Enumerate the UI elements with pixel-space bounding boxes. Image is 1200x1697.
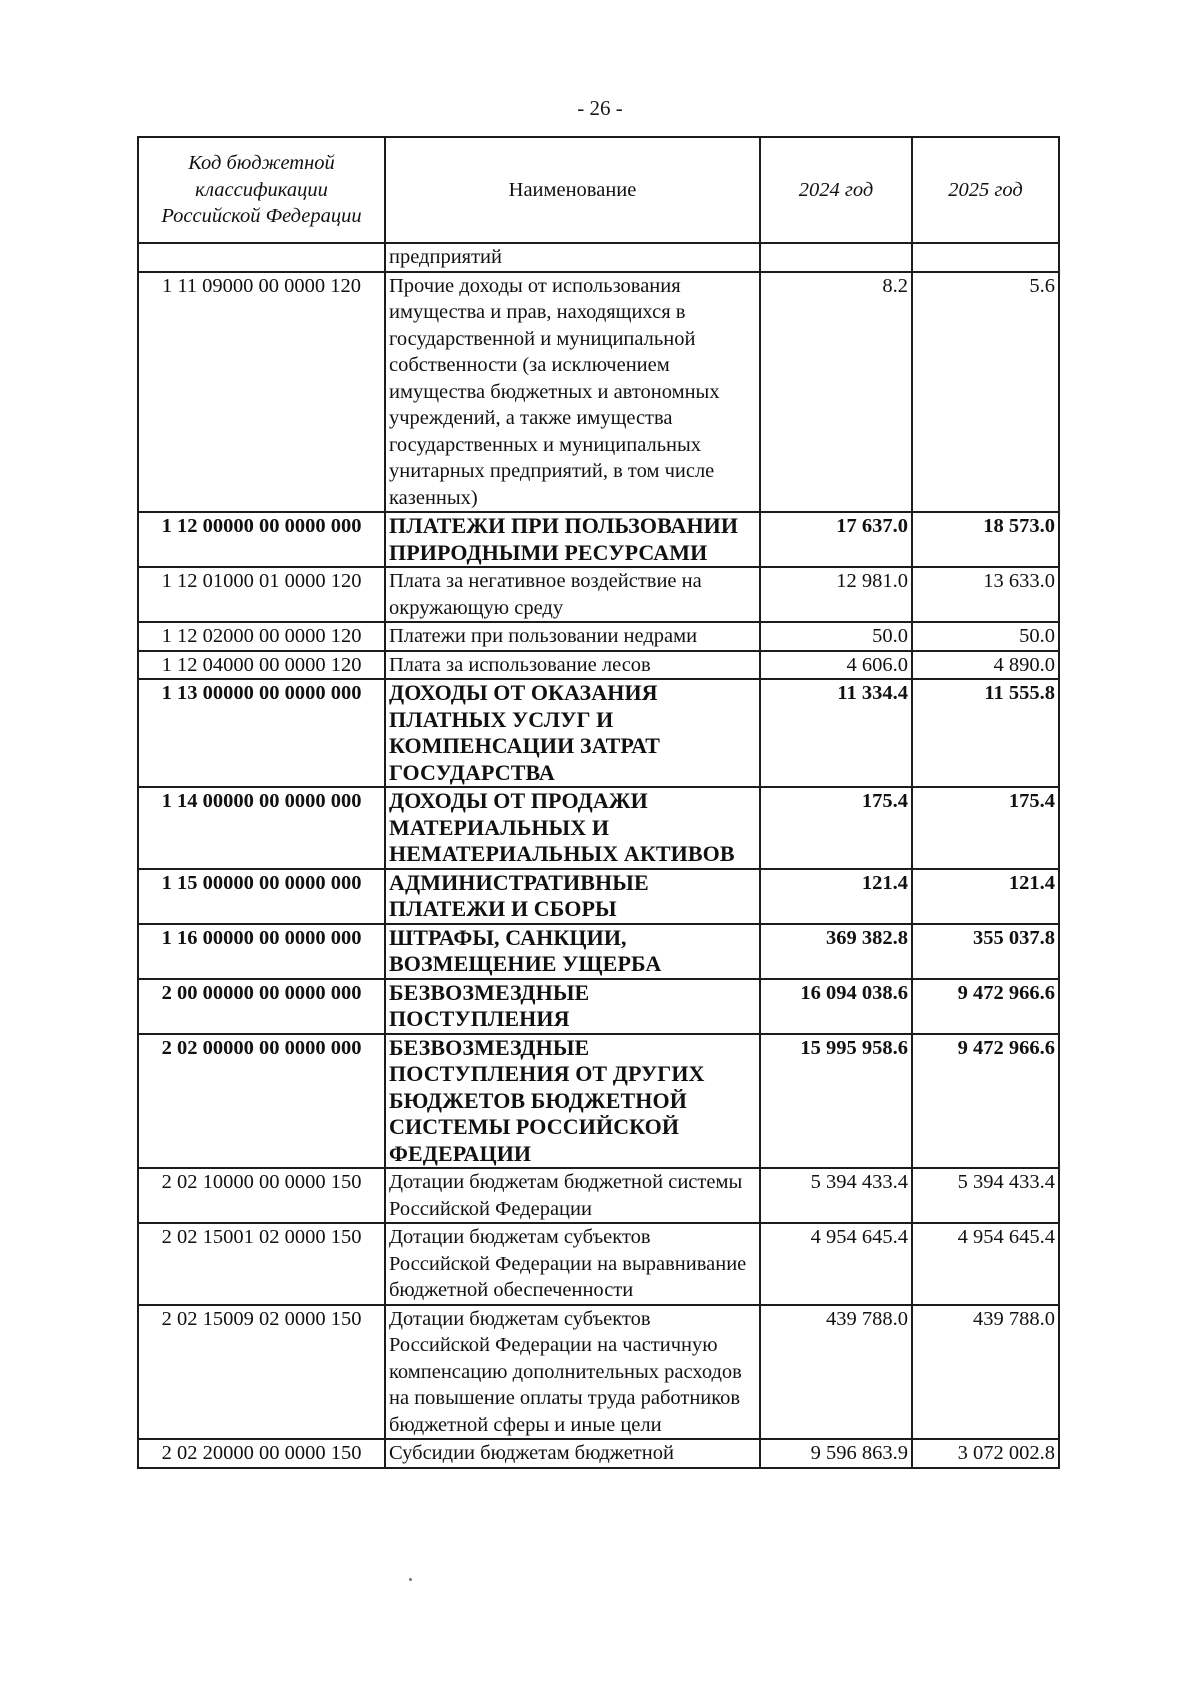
header-name: Наименование xyxy=(385,137,760,243)
table-row xyxy=(138,869,1059,924)
row-value-2025 xyxy=(912,243,1059,272)
row-value-2024: 15 995 958.6 xyxy=(760,1034,912,1169)
row-code: 1 12 01000 01 0000 120 xyxy=(138,567,385,622)
row-value-2025: 3 072 002.8 xyxy=(912,1439,1059,1468)
row-code: 1 12 02000 00 0000 120 xyxy=(138,622,385,651)
table-row xyxy=(138,679,1059,787)
table-header-row xyxy=(138,137,1059,243)
table-row xyxy=(138,979,1059,1034)
table-row xyxy=(138,272,1059,513)
row-value-2025: 121.4 xyxy=(912,869,1059,924)
row-name: Дотации бюджетам бюджетной системы Российской Федерации xyxy=(385,1168,760,1223)
table-row xyxy=(138,1223,1059,1305)
row-code: 1 12 00000 00 0000 000 xyxy=(138,512,385,567)
row-name: ПЛАТЕЖИ ПРИ ПОЛЬЗОВАНИИ ПРИРОДНЫМИ РЕСУРСАМИ xyxy=(385,512,760,567)
row-value-2025: 18 573.0 xyxy=(912,512,1059,567)
table-row xyxy=(138,512,1059,567)
row-value-2025: 9 472 966.6 xyxy=(912,1034,1059,1169)
row-code: 2 00 00000 00 0000 000 xyxy=(138,979,385,1034)
table-row xyxy=(138,1034,1059,1169)
row-name: ДОХОДЫ ОТ ПРОДАЖИ МАТЕРИАЛЬНЫХ И НЕМАТЕРИАЛЬНЫХ АКТИВОВ xyxy=(385,787,760,869)
table-row xyxy=(138,567,1059,622)
row-value-2024: 5 394 433.4 xyxy=(760,1168,912,1223)
header-year-2024: 2024 год xyxy=(760,137,912,243)
table-row xyxy=(138,1439,1059,1468)
row-code: 1 15 00000 00 0000 000 xyxy=(138,869,385,924)
table-row xyxy=(138,924,1059,979)
header-year-2025: 2025 год xyxy=(912,137,1059,243)
row-value-2025: 5.6 xyxy=(912,272,1059,513)
row-value-2025: 13 633.0 xyxy=(912,567,1059,622)
row-name: Плата за негативное воздействие на окружающую среду xyxy=(385,567,760,622)
row-code: 1 13 00000 00 0000 000 xyxy=(138,679,385,787)
row-code: 2 02 15001 02 0000 150 xyxy=(138,1223,385,1305)
row-name: ШТРАФЫ, САНКЦИИ, ВОЗМЕЩЕНИЕ УЩЕРБА xyxy=(385,924,760,979)
row-name: Субсидии бюджетам бюджетной xyxy=(385,1439,760,1468)
row-value-2024: 12 981.0 xyxy=(760,567,912,622)
row-value-2025: 9 472 966.6 xyxy=(912,979,1059,1034)
row-value-2024 xyxy=(760,243,912,272)
row-value-2025: 355 037.8 xyxy=(912,924,1059,979)
budget-table xyxy=(137,136,1060,1469)
row-code: 1 14 00000 00 0000 000 xyxy=(138,787,385,869)
row-value-2024: 439 788.0 xyxy=(760,1305,912,1440)
row-name: БЕЗВОЗМЕЗДНЫЕ ПОСТУПЛЕНИЯ xyxy=(385,979,760,1034)
row-code xyxy=(138,243,385,272)
row-value-2025: 11 555.8 xyxy=(912,679,1059,787)
row-name: БЕЗВОЗМЕЗДНЫЕ ПОСТУПЛЕНИЯ ОТ ДРУГИХ БЮДЖЕТОВ БЮДЖЕТНОЙ СИСТЕМЫ РОССИЙСКОЙ ФЕДЕРАЦИИ xyxy=(385,1034,760,1169)
row-value-2024: 369 382.8 xyxy=(760,924,912,979)
row-name: Плата за использование лесов xyxy=(385,651,760,680)
row-code: 1 11 09000 00 0000 120 xyxy=(138,272,385,513)
table-row xyxy=(138,1305,1059,1440)
table-row xyxy=(138,787,1059,869)
row-name: Дотации бюджетам субъектов Российской Федерации на частичную компенсацию дополнительных расходов на повышение оплаты труда работников бюджетной сферы и иные цели xyxy=(385,1305,760,1440)
row-code: 2 02 10000 00 0000 150 xyxy=(138,1168,385,1223)
row-value-2024: 11 334.4 xyxy=(760,679,912,787)
row-value-2024: 50.0 xyxy=(760,622,912,651)
row-code: 2 02 00000 00 0000 000 xyxy=(138,1034,385,1169)
row-value-2024: 17 637.0 xyxy=(760,512,912,567)
row-value-2024: 4 606.0 xyxy=(760,651,912,680)
row-name: АДМИНИСТРАТИВНЫЕ ПЛАТЕЖИ И СБОРЫ xyxy=(385,869,760,924)
row-code: 2 02 20000 00 0000 150 xyxy=(138,1439,385,1468)
row-value-2024: 175.4 xyxy=(760,787,912,869)
row-value-2024: 4 954 645.4 xyxy=(760,1223,912,1305)
row-value-2024: 8.2 xyxy=(760,272,912,513)
table-row xyxy=(138,243,1059,272)
table-row xyxy=(138,651,1059,680)
table-body xyxy=(138,243,1059,1468)
row-value-2024: 16 094 038.6 xyxy=(760,979,912,1034)
row-value-2025: 4 954 645.4 xyxy=(912,1223,1059,1305)
row-value-2024: 121.4 xyxy=(760,869,912,924)
row-name: Дотации бюджетам субъектов Российской Федерации на выравнивание бюджетной обеспеченности xyxy=(385,1223,760,1305)
row-value-2025: 50.0 xyxy=(912,622,1059,651)
row-code: 1 12 04000 00 0000 120 xyxy=(138,651,385,680)
row-name: ДОХОДЫ ОТ ОКАЗАНИЯ ПЛАТНЫХ УСЛУГ И КОМПЕНСАЦИИ ЗАТРАТ ГОСУДАРСТВА xyxy=(385,679,760,787)
row-value-2025: 5 394 433.4 xyxy=(912,1168,1059,1223)
row-value-2025: 175.4 xyxy=(912,787,1059,869)
row-code: 2 02 15009 02 0000 150 xyxy=(138,1305,385,1440)
row-value-2024: 9 596 863.9 xyxy=(760,1439,912,1468)
table-row xyxy=(138,622,1059,651)
row-name: Платежи при пользовании недрами xyxy=(385,622,760,651)
row-name: предприятий xyxy=(385,243,760,272)
row-code: 1 16 00000 00 0000 000 xyxy=(138,924,385,979)
table-row xyxy=(138,1168,1059,1223)
header-code: Код бюджетной классификации Российской Федерации xyxy=(138,137,385,243)
page-number: - 26 - xyxy=(577,96,623,120)
row-name: Прочие доходы от использования имущества и прав, находящихся в государственной и муниципальной собственности (за исключением имущества бюджетных и автономных учреждений, а также имущества государственных и муниципальных унитарных предприятий, в том числе казенных) xyxy=(385,272,760,513)
scan-speck xyxy=(409,1578,412,1581)
row-value-2025: 4 890.0 xyxy=(912,651,1059,680)
row-value-2025: 439 788.0 xyxy=(912,1305,1059,1440)
